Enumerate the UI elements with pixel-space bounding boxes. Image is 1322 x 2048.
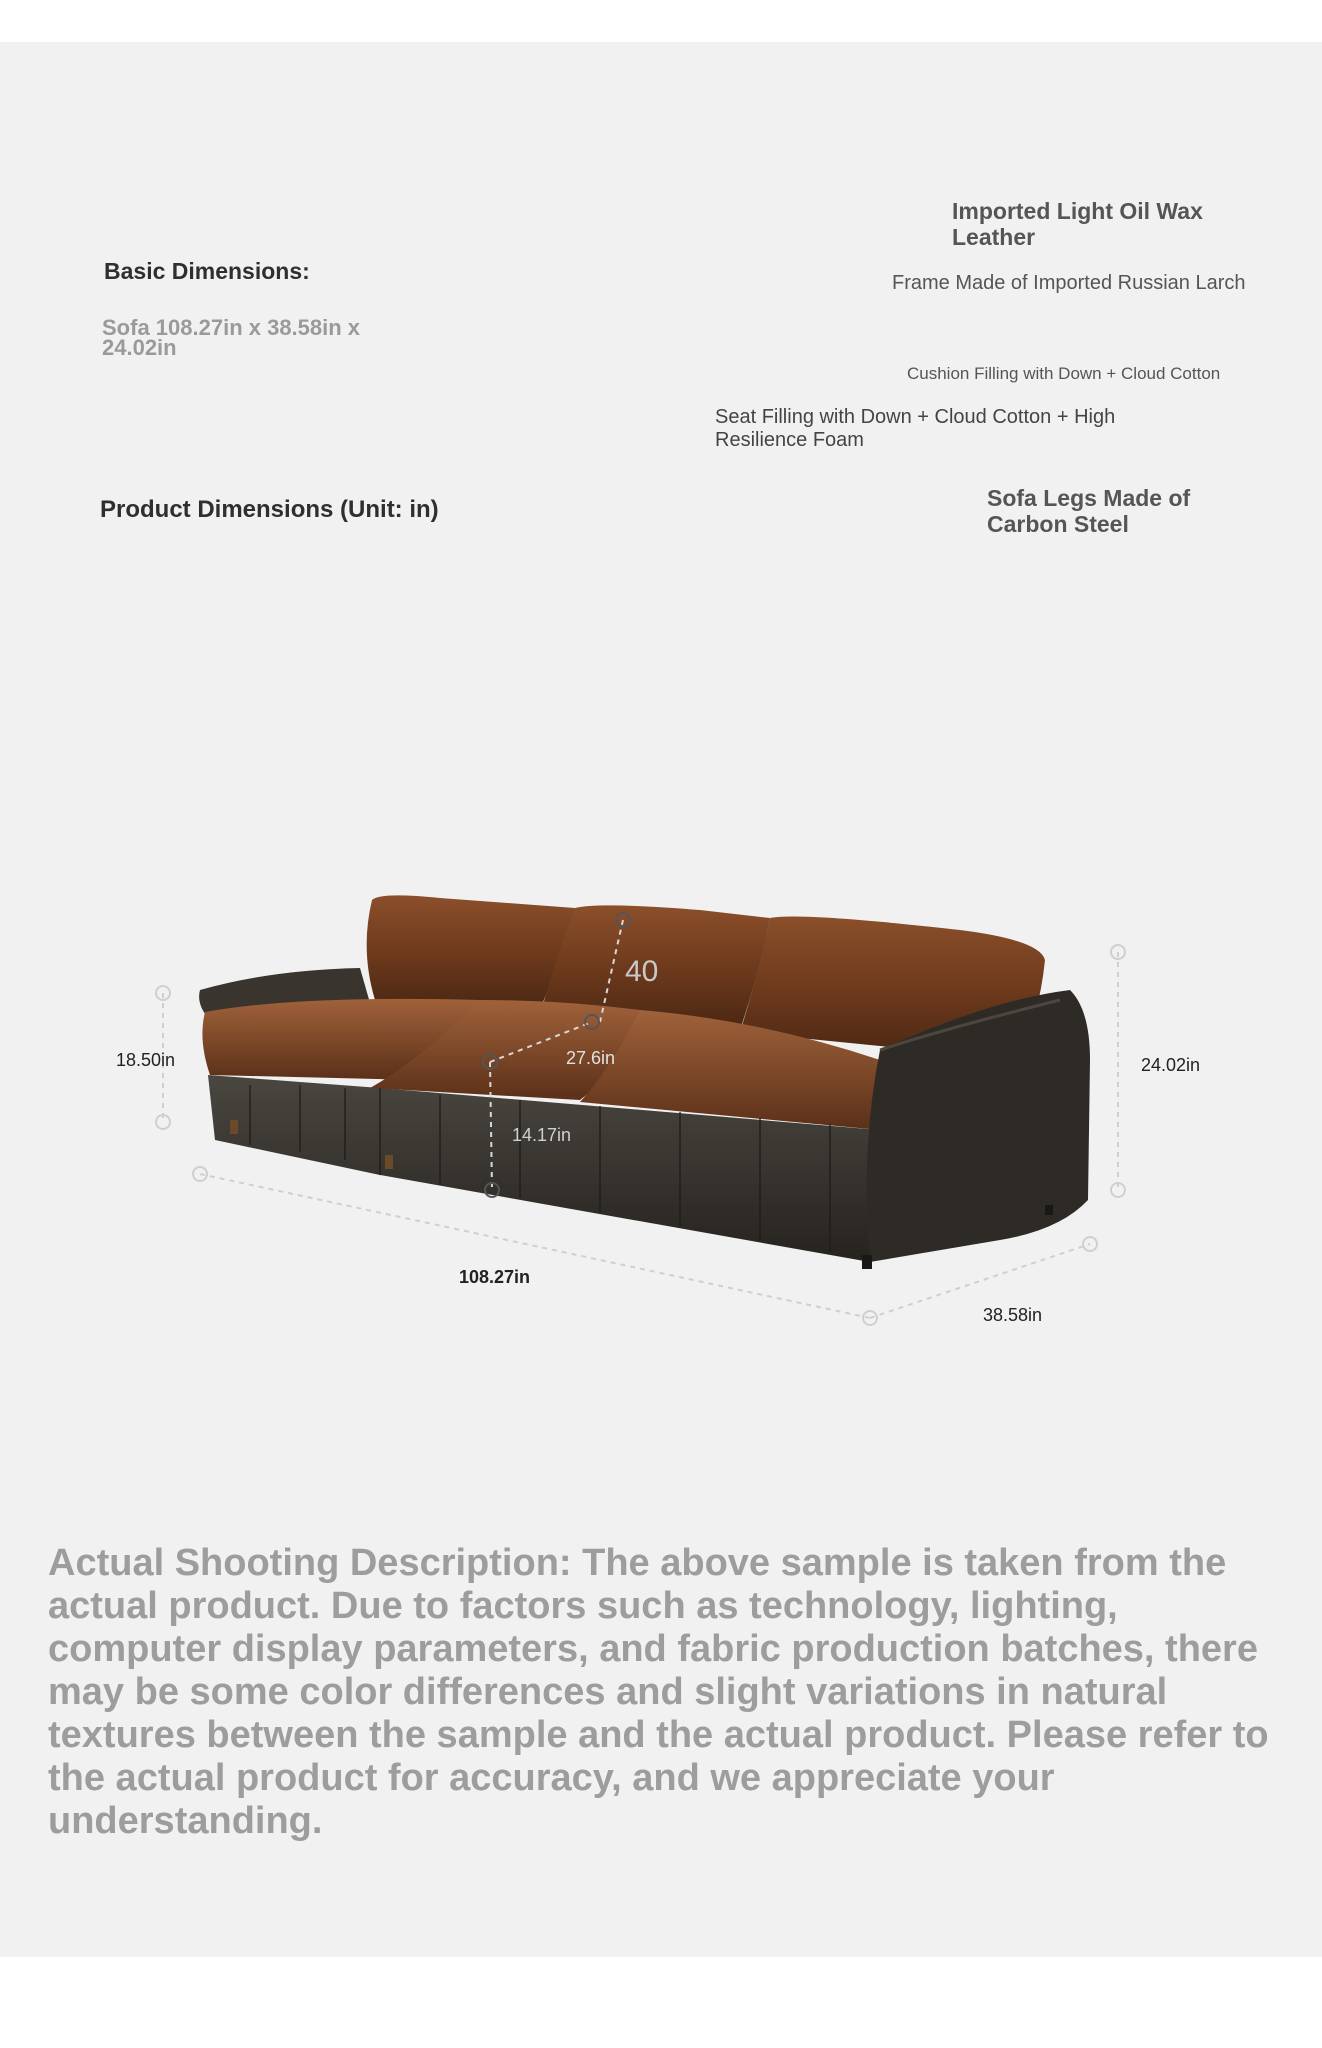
dim-seat-height: 14.17in	[512, 1125, 572, 1145]
feature-leather: Imported Light Oil Wax Leather	[952, 198, 1203, 250]
shooting-disclaimer: Actual Shooting Description: The above sample is taken from the actual product. Due to factors such as technology, lighting, computer display parameters, and fabric production batches, there may be some color differences and slight variations in natural textures between the sample and the actual product. Please refer to the actual product for accuracy, and we appreciate your understanding.	[48, 1542, 1269, 1842]
product-dimensions-title: Product Dimensions (Unit: in)	[100, 496, 439, 523]
feature-legs: Sofa Legs Made of Carbon Steel	[987, 485, 1191, 537]
basic-dimensions-value: Sofa 108.27in x 38.58in x 24.02in	[102, 315, 361, 360]
feature-frame: Frame Made of Imported Russian Larch	[892, 272, 1246, 294]
dim-total-height: 24.02in	[1141, 1055, 1201, 1075]
feature-cushion: Cushion Filling with Down + Cloud Cotton	[907, 364, 1221, 383]
dim-arm-height: 18.50in	[116, 1050, 176, 1070]
sofa-leg	[230, 1120, 238, 1134]
sofa-leg	[1045, 1205, 1053, 1215]
basic-dimensions-title: Basic Dimensions:	[104, 258, 310, 284]
dim-seat-depth: 27.6in	[566, 1048, 616, 1068]
dim-length: 108.27in	[459, 1267, 531, 1287]
dim-depth: 38.58in	[983, 1305, 1043, 1325]
sofa-leg	[862, 1255, 872, 1269]
sofa-leg	[385, 1155, 393, 1169]
back-cushion-left	[367, 895, 575, 1010]
feature-seat: Seat Filling with Down + Cloud Cotton + High Resilience Foam	[715, 406, 1116, 451]
dim-back-height: 40	[625, 955, 659, 988]
